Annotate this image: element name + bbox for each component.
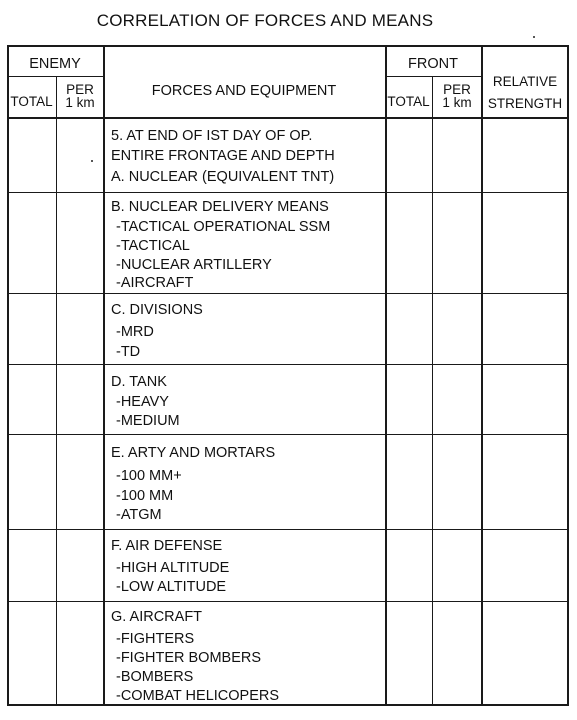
col-divider [432,77,433,705]
section-g-item: -BOMBERS [116,669,194,685]
section-f-item: -HIGH ALTITUDE [116,560,230,576]
front-header: FRONT [408,56,458,72]
relative-strength-header-line1: RELATIVE [492,74,558,89]
section-d-item: -HEAVY [116,394,169,410]
section-c-item: -MRD [116,324,154,340]
section-b-heading: B. NUCLEAR DELIVERY MEANS [111,199,329,215]
front-per-km-header-line1: PER [443,82,471,97]
section-b-item: -TACTICAL OPERATIONAL SSM [116,219,331,235]
row-divider [7,601,569,602]
col-divider [56,77,57,705]
section-g-item: -FIGHTERS [116,631,195,647]
table-bottom-border [7,704,569,706]
row-divider [7,192,569,193]
section-e-heading: E. ARTY AND MORTARS [111,445,276,461]
table-top-border [7,45,569,47]
page-title: CORRELATION OF FORCES AND MEANS [96,11,434,30]
section-d-heading: D. TANK [111,374,167,390]
section-a-heading: A. NUCLEAR (EQUIVALENT TNT) [111,169,335,185]
section-g-item: -FIGHTER BOMBERS [116,650,262,666]
section-b-item: -AIRCRAFT [116,275,194,291]
row-divider [7,293,569,294]
enemy-per-km-header-line2: 1 km [65,95,95,110]
section-5-line-1: 5. AT END OF IST DAY OF OP. [111,128,313,144]
section-e-item: -100 MM [116,488,174,504]
row-divider [7,434,569,435]
table-right-border [567,45,569,706]
section-d-item: -MEDIUM [116,413,180,429]
table-left-border [7,45,9,706]
group-header-divider-front [385,76,481,77]
enemy-per-km-header-line1: PER [66,82,94,97]
col-divider [103,45,105,705]
front-total-header: TOTAL [387,94,430,109]
section-c-heading: C. DIVISIONS [111,302,203,318]
section-g-heading: G. AIRCRAFT [111,609,203,625]
section-e-item: -100 MM+ [116,468,182,484]
section-b-item: -TACTICAL [116,238,190,254]
row-divider [7,529,569,530]
scan-speck [91,160,93,162]
col-divider [481,45,483,705]
section-c-item: -TD [116,344,141,360]
section-5-line-2: ENTIRE FRONTAGE AND DEPTH [111,148,335,164]
section-f-item: -LOW ALTITUDE [116,579,227,595]
relative-strength-header-line2: STRENGTH [487,96,563,111]
section-f-heading: F. AIR DEFENSE [111,538,223,554]
col-divider [385,45,387,705]
scan-speck [533,36,535,38]
section-g-item: -COMBAT HELICOPERS [116,688,280,704]
header-bottom-border [7,117,569,119]
enemy-total-header: TOTAL [10,94,53,109]
section-b-item: -NUCLEAR ARTILLERY [116,257,272,273]
front-per-km-header-line2: 1 km [442,95,472,110]
group-header-divider-enemy [7,76,103,77]
section-e-item: -ATGM [116,507,162,523]
forces-equipment-header: FORCES AND EQUIPMENT [151,83,337,99]
enemy-header: ENEMY [29,56,81,72]
row-divider [7,364,569,365]
